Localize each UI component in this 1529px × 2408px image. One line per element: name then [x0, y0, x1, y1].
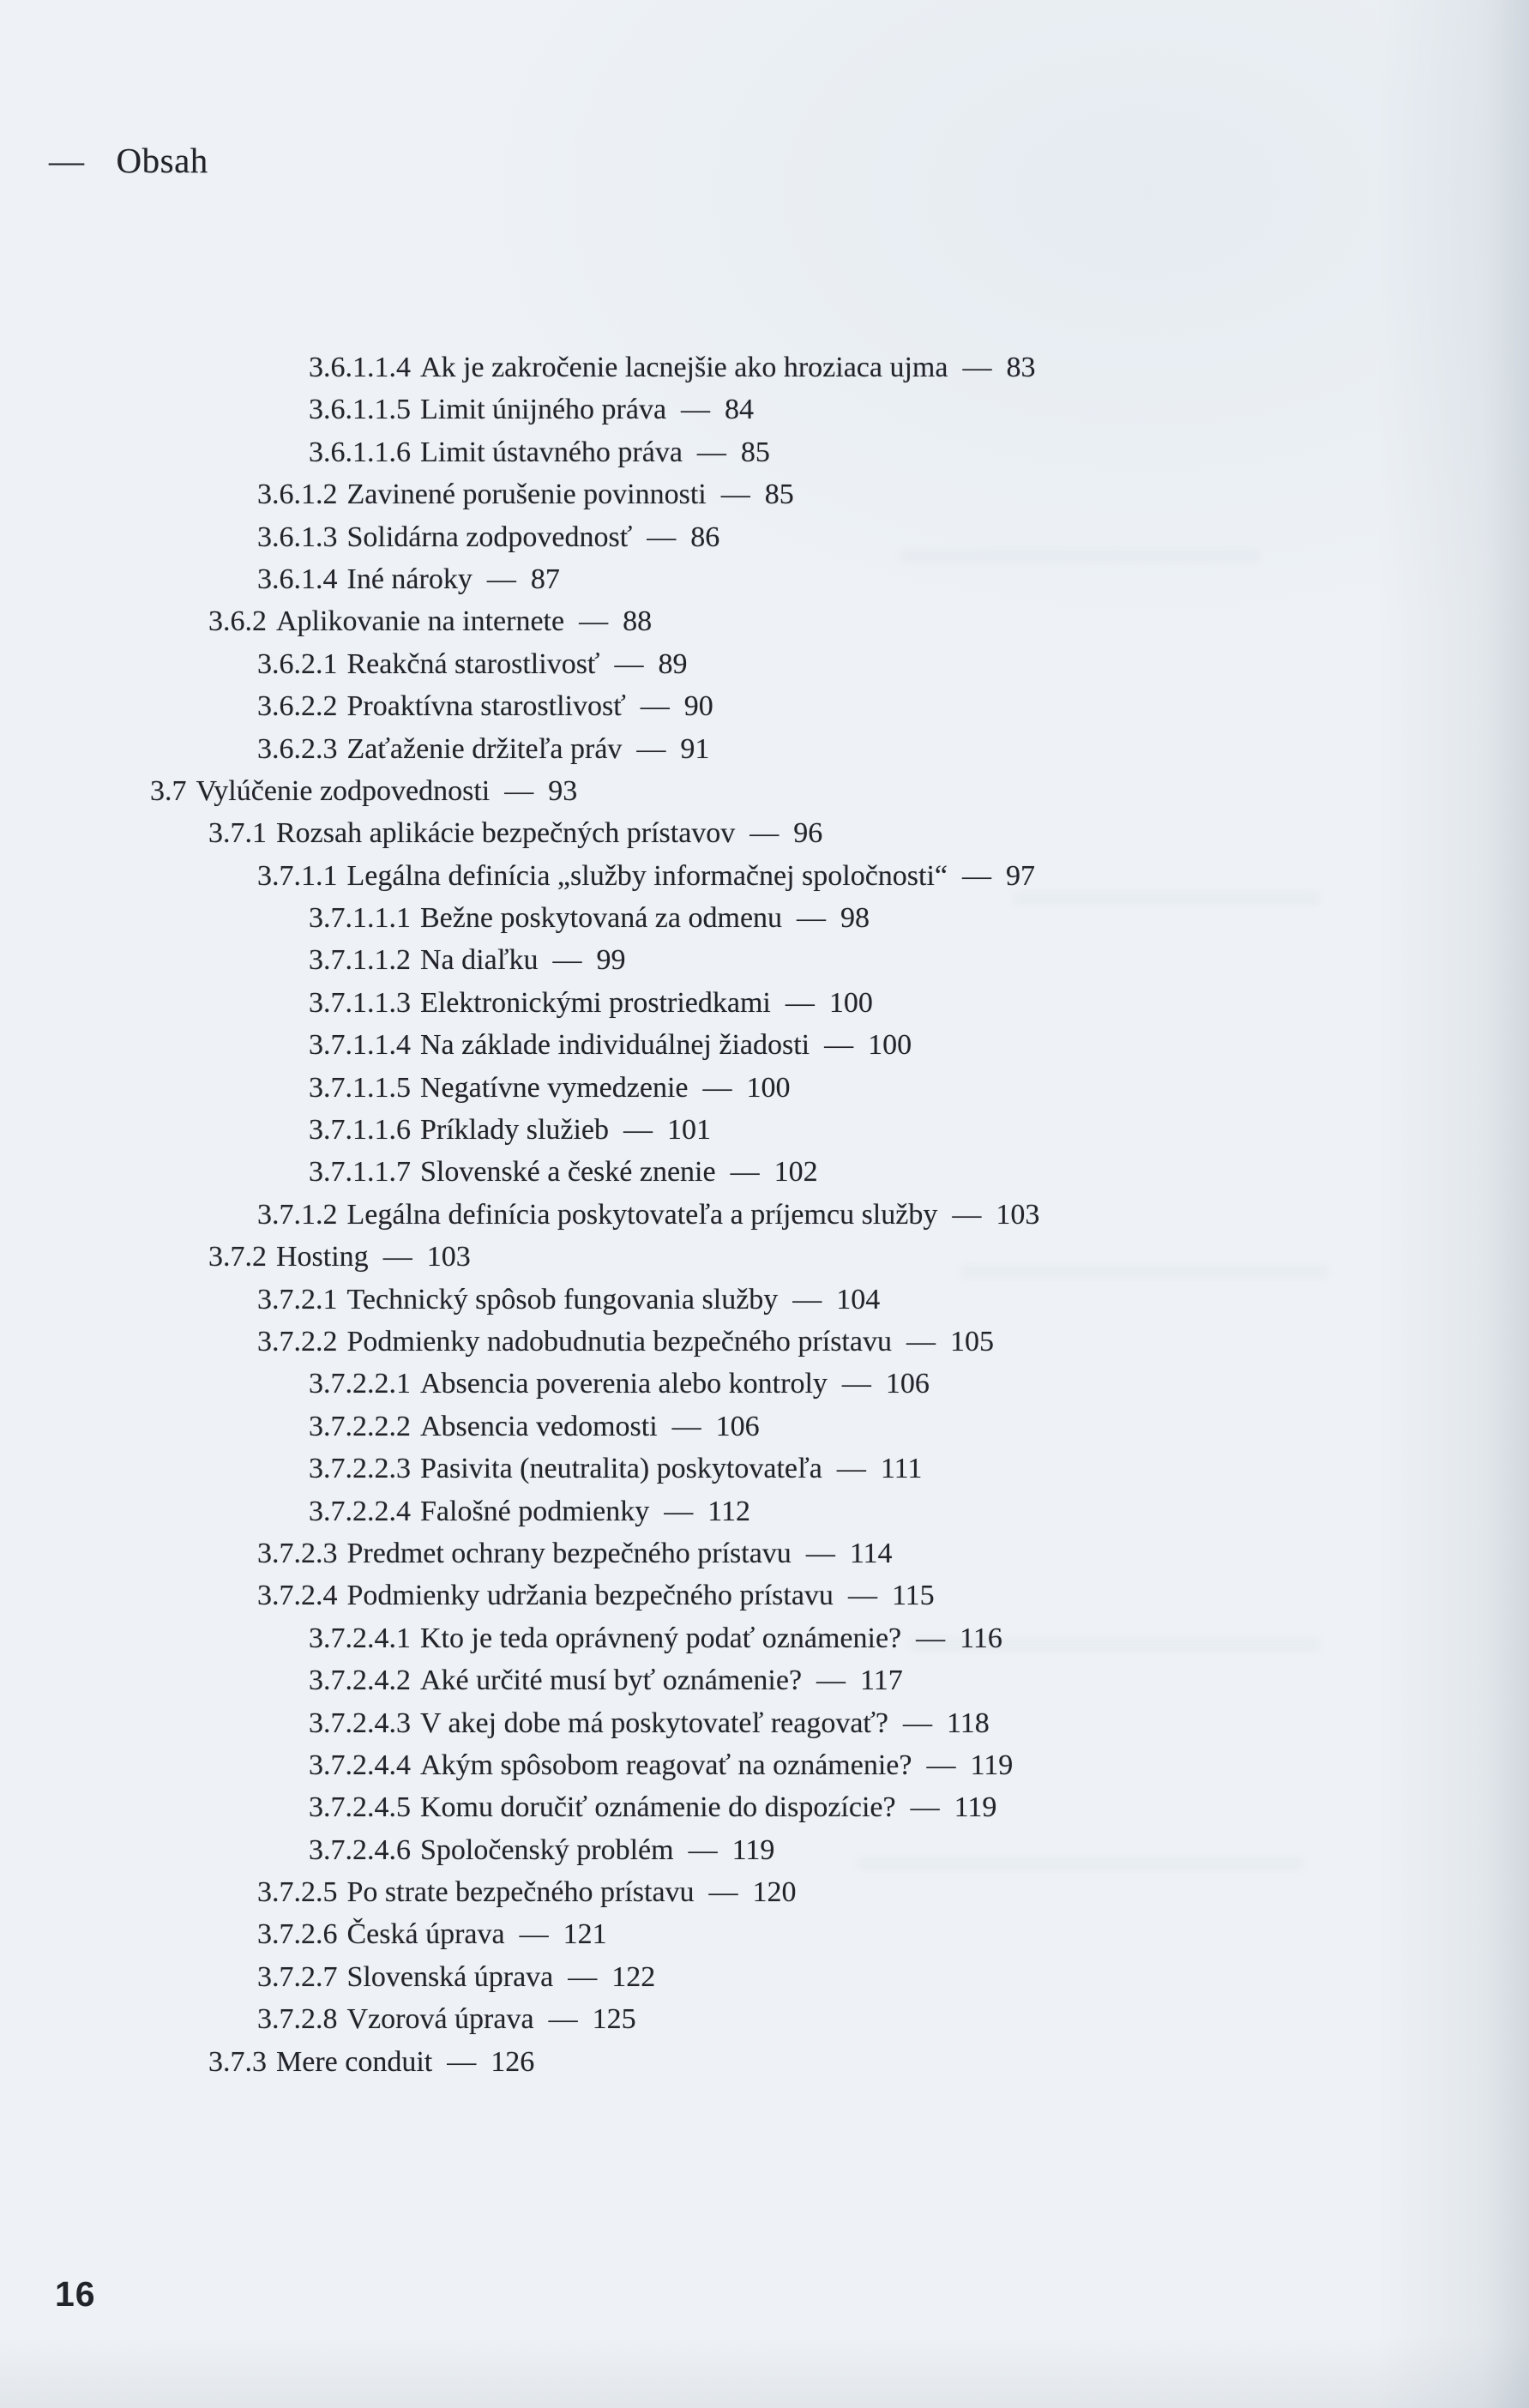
toc-entry-number: 3.7.2.6: [257, 1918, 338, 1951]
toc-entry-title: Príklady služieb: [420, 1114, 610, 1147]
toc-entry-title: Absencia poverenia alebo kontroly: [420, 1368, 828, 1400]
toc-entry-page: 91: [680, 732, 710, 765]
toc-separator: —: [952, 1198, 982, 1231]
toc-entry: [0, 728, 1529, 770]
toc-entry-number: 3.6.1.1.6: [309, 436, 411, 468]
toc-separator: —: [681, 394, 711, 426]
toc-entry: [0, 1363, 1529, 1405]
toc-entry-title: Aplikovanie na internete: [276, 605, 565, 638]
toc-entry: [0, 1236, 1529, 1278]
toc-entry-title: Slovenská úprava: [346, 1960, 554, 1993]
toc-separator: —: [568, 1960, 598, 1993]
toc-entry-title: Elektronickými prostriedkami: [420, 986, 771, 1019]
toc-entry: [0, 2041, 1529, 2083]
folio-page-number: 16: [55, 2274, 96, 2314]
toc-entry: [0, 600, 1529, 642]
toc-entry: [0, 1617, 1529, 1659]
toc-entry-title: Legálna definícia „služby informačnej spoločnosti“: [346, 859, 948, 892]
toc-separator: —: [688, 1833, 718, 1866]
toc-entry-page: 101: [667, 1114, 712, 1147]
toc-entry-title: Aké určité musí byť oznámenie?: [420, 1665, 803, 1697]
toc-entry-page: 100: [746, 1071, 791, 1104]
toc-entry: [0, 558, 1529, 600]
toc-entry-number: 3.7.2.2.4: [309, 1495, 411, 1527]
toc-separator: —: [910, 1791, 940, 1824]
toc-entry: [0, 643, 1529, 685]
toc-separator: —: [382, 1241, 412, 1273]
toc-entry-number: 3.7.2.4.1: [309, 1622, 411, 1654]
toc-separator: —: [841, 1368, 871, 1400]
toc-entry-page: 126: [491, 2045, 535, 2078]
toc-entry: [0, 982, 1529, 1024]
toc-entry: [0, 1998, 1529, 2040]
toc-entry-title: Ak je zakročenie lacnejšie ako hroziaca ujma: [420, 352, 948, 383]
toc-entry-number: 3.7.2: [208, 1241, 267, 1273]
toc-entry: [0, 1744, 1529, 1786]
toc-entry: [0, 1532, 1529, 1574]
toc-separator: —: [906, 1325, 936, 1358]
toc-entry-page: 85: [764, 479, 794, 511]
toc-entry-title: Absencia vedomosti: [420, 1410, 658, 1442]
toc-entry-page: 90: [683, 690, 713, 723]
toc-entry-page: 119: [954, 1791, 997, 1824]
toc-separator: —: [785, 986, 815, 1019]
toc-entry-title: Na základe individuálnej žiadosti: [420, 1029, 810, 1062]
toc-entry: [0, 770, 1529, 812]
toc-separator: —: [708, 1876, 738, 1909]
toc-entry: [0, 1913, 1529, 1955]
toc-entry: [0, 855, 1529, 897]
toc-separator: —: [519, 1918, 549, 1951]
toc-separator: —: [548, 2003, 578, 2036]
toc-separator: —: [636, 732, 666, 765]
toc-entry-title: Po strate bezpečného prístavu: [346, 1876, 695, 1909]
toc-entry-number: 3.7.2.4: [257, 1580, 338, 1612]
toc-entry: [0, 1109, 1529, 1151]
toc-entry-number: 3.7.1.1.5: [309, 1071, 411, 1104]
page-title: Obsah: [116, 141, 208, 180]
toc-entry-number: 3.6.2: [208, 605, 267, 638]
toc-entry-title: Predmet ochrany bezpečného prístavu: [346, 1537, 792, 1569]
toc-entry-title: Rozsah aplikácie bezpečných prístavov: [276, 817, 736, 850]
page-header: [49, 140, 208, 181]
toc-entry-number: 3.7.2.2.1: [309, 1368, 411, 1400]
toc-entry-page: 88: [623, 605, 653, 638]
toc-entry: [0, 1448, 1529, 1490]
toc-separator: —: [579, 605, 609, 638]
toc-entry-page: 99: [596, 944, 626, 977]
toc-entry-title: Česká úprava: [346, 1918, 505, 1951]
toc-entry-page: 105: [949, 1325, 994, 1358]
toc-separator: —: [447, 2045, 477, 2078]
toc-entry-title: Bežne poskytovaná za odmenu: [420, 902, 783, 935]
toc-entry-title: Proaktívna starostlivosť: [346, 690, 626, 723]
toc-entry-title: Podmienky nadobudnutia bezpečného prístavu: [346, 1325, 892, 1358]
toc-entry-number: 3.7.2.1: [257, 1283, 338, 1315]
toc-entry-page: 120: [752, 1876, 797, 1909]
toc-entry: [0, 388, 1529, 430]
toc-list: [0, 346, 1529, 2083]
toc-separator: —: [486, 563, 516, 595]
toc-entry-page: 122: [611, 1960, 656, 1993]
toc-entry-number: 3.6.1.3: [257, 521, 338, 553]
toc-entry-number: 3.6.2.3: [257, 732, 338, 765]
toc-entry: [0, 1194, 1529, 1236]
toc-entry-page: 83: [1006, 352, 1036, 383]
toc-entry-page: 112: [707, 1495, 751, 1527]
toc-entry-page: 84: [725, 394, 755, 426]
toc-entry-page: 104: [836, 1283, 881, 1315]
toc-entry: [0, 1829, 1529, 1871]
toc-entry-page: 117: [860, 1665, 903, 1697]
toc-separator: —: [847, 1580, 877, 1612]
toc-entry-title: Mere conduit: [276, 2045, 433, 2078]
toc-entry: [0, 1279, 1529, 1321]
toc-separator: —: [623, 1114, 653, 1147]
toc-entry: [0, 1871, 1529, 1913]
toc-separator: —: [702, 1071, 732, 1104]
toc-entry-page: 119: [731, 1833, 775, 1866]
toc-entry-page: 121: [563, 1918, 607, 1951]
toc-separator: —: [730, 1156, 760, 1189]
toc-separator: —: [552, 944, 582, 977]
toc-entry-number: 3.6.1.1.5: [309, 394, 411, 426]
toc-entry: [0, 1659, 1529, 1701]
toc-entry: [0, 473, 1529, 515]
toc-entry-number: 3.7.1: [208, 817, 267, 850]
toc-entry-number: 3.7.2.4.2: [309, 1665, 411, 1697]
toc-entry-title: Reakčná starostlivosť: [346, 647, 600, 680]
toc-entry-title: Limit únijného práva: [420, 394, 667, 426]
toc-entry-number: 3.7.2.4.6: [309, 1833, 411, 1866]
toc-entry-number: 3.7.2.3: [257, 1537, 338, 1569]
toc-entry-page: 116: [960, 1622, 1002, 1654]
toc-entry: [0, 939, 1529, 981]
toc-entry-number: 3.6.2.2: [257, 690, 338, 723]
toc-entry: [0, 1956, 1529, 1998]
toc-separator: —: [962, 859, 992, 892]
toc-entry-page: 102: [774, 1156, 818, 1189]
toc-entry-number: 3.7.1.1.6: [309, 1114, 411, 1147]
toc-separator: —: [749, 817, 780, 850]
toc-separator: —: [805, 1537, 835, 1569]
toc-entry-number: 3.7: [150, 774, 187, 807]
toc-entry-number: 3.7.1.1.4: [309, 1029, 411, 1062]
toc-entry-title: Legálna definícia poskytovateľa a príjemcu služby: [346, 1198, 938, 1231]
toc-entry: [0, 1574, 1529, 1616]
toc-entry-title: Limit ústavného práva: [420, 436, 683, 468]
toc-entry: [0, 812, 1529, 854]
toc-entry-page: 100: [828, 986, 873, 1019]
toc-entry-title: Kto je teda oprávnený podať oznámenie?: [420, 1622, 902, 1654]
toc-entry-title: Solidárna zodpovednosť: [346, 521, 633, 553]
toc-entry-number: 3.6.1.2: [257, 479, 338, 511]
toc-entry-page: 103: [996, 1198, 1040, 1231]
toc-entry-page: 111: [880, 1453, 923, 1485]
toc-separator: —: [640, 690, 670, 723]
toc-entry-page: 89: [658, 647, 688, 680]
toc-entry-title: Akým spôsobom reagovať na oznámenie?: [420, 1749, 912, 1781]
toc-entry-page: 100: [868, 1029, 912, 1062]
toc-entry-page: 98: [840, 902, 870, 935]
toc-entry-number: 3.7.2.4.4: [309, 1749, 411, 1781]
toc-separator: —: [504, 774, 534, 807]
toc-entry: [0, 897, 1529, 939]
toc-entry-number: 3.7.1.1.7: [309, 1156, 411, 1189]
toc-entry-page: 114: [849, 1537, 893, 1569]
toc-entry-page: 93: [548, 774, 578, 807]
toc-entry-number: 3.7.1.1.3: [309, 986, 411, 1019]
header-dash: —: [49, 141, 85, 180]
toc-entry-title: Pasivita (neutralita) poskytovateľa: [420, 1453, 822, 1485]
toc-entry-page: 119: [970, 1749, 1014, 1781]
toc-entry: [0, 1067, 1529, 1109]
toc-entry-title: Vzorová úprava: [346, 2003, 534, 2036]
toc-entry-title: Iné nároky: [346, 563, 473, 595]
toc-entry-title: Zavinené porušenie povinnosti: [346, 479, 707, 511]
toc-entry-title: Negatívne vymedzenie: [420, 1071, 689, 1104]
toc-entry-number: 3.7.2.8: [257, 2003, 338, 2036]
toc-entry-number: 3.7.1.1: [257, 859, 338, 892]
toc-entry: [0, 431, 1529, 473]
toc-entry-title: Slovenské a české znenie: [420, 1156, 716, 1189]
toc-entry-page: 86: [690, 521, 720, 553]
toc-entry-title: Spoločenský problém: [420, 1833, 674, 1866]
toc-entry-page: 103: [426, 1241, 471, 1273]
toc-separator: —: [824, 1029, 854, 1062]
toc-entry: [0, 516, 1529, 558]
toc-separator: —: [647, 521, 677, 553]
toc-separator: —: [962, 352, 992, 383]
toc-separator: —: [916, 1622, 946, 1654]
toc-entry-page: 118: [947, 1707, 990, 1739]
toc-entry: [0, 1490, 1529, 1532]
toc-entry-number: 3.7.2.4.5: [309, 1791, 411, 1824]
toc-entry-number: 3.7.2.4.3: [309, 1707, 411, 1739]
toc-entry-page: 87: [530, 563, 560, 595]
toc-entry-page: 96: [793, 817, 823, 850]
toc-separator: —: [926, 1749, 956, 1781]
toc-entry: [0, 1702, 1529, 1744]
toc-entry-number: 3.6.1.1.4: [309, 352, 411, 383]
toc-entry: [0, 346, 1529, 388]
toc-separator: —: [696, 436, 726, 468]
toc-separator: —: [836, 1453, 866, 1485]
toc-separator: —: [614, 647, 644, 680]
toc-entry-number: 3.7.3: [208, 2045, 267, 2078]
toc-entry: [0, 1024, 1529, 1066]
toc-entry: [0, 1786, 1529, 1828]
toc-entry-title: Hosting: [276, 1241, 369, 1273]
toc-entry-title: Vylúčenie zodpovednosti: [196, 774, 491, 807]
toc-separator: —: [792, 1283, 822, 1315]
toc-entry-page: 106: [715, 1410, 760, 1442]
toc-separator: —: [664, 1495, 694, 1527]
toc-entry-number: 3.7.2.5: [257, 1876, 338, 1909]
toc-entry-title: Falošné podmienky: [420, 1495, 650, 1527]
toc-separator: —: [720, 479, 750, 511]
toc-separator: —: [671, 1410, 701, 1442]
toc-entry-number: 3.7.2.2.3: [309, 1453, 411, 1485]
toc-entry-title: Komu doručiť oznámenie do dispozície?: [420, 1791, 896, 1824]
toc-entry-title: Podmienky udržania bezpečného prístavu: [346, 1580, 834, 1612]
toc-entry-title: V akej dobe má poskytovateľ reagovať?: [420, 1707, 889, 1739]
toc-entry-title: Zaťaženie držiteľa práv: [346, 732, 623, 765]
toc-entry: [0, 1321, 1529, 1363]
toc-entry-number: 3.6.1.4: [257, 563, 338, 595]
toc-entry-number: 3.7.1.1.1: [309, 902, 411, 935]
toc-entry-page: 97: [1006, 859, 1036, 892]
toc-entry-page: 125: [592, 2003, 636, 2036]
toc-separator: —: [816, 1665, 846, 1697]
toc-entry-number: 3.6.2.1: [257, 647, 338, 680]
toc-entry-number: 3.7.2.2.2: [309, 1410, 411, 1442]
toc-entry-number: 3.7.2.7: [257, 1960, 338, 1993]
toc-entry-number: 3.7.1.2: [257, 1198, 338, 1231]
toc-entry-title: Na diaľku: [420, 944, 539, 977]
toc-entry-page: 106: [885, 1368, 930, 1400]
toc-entry-page: 115: [891, 1580, 935, 1612]
toc-entry-page: 85: [740, 436, 770, 468]
toc-separator: —: [903, 1707, 933, 1739]
toc-entry-title: Technický spôsob fungovania služby: [346, 1283, 779, 1315]
toc-separator: —: [797, 902, 827, 935]
toc-entry-number: 3.7.1.1.2: [309, 944, 411, 977]
toc-entry: [0, 1406, 1529, 1448]
toc-entry-number: 3.7.2.2: [257, 1325, 338, 1358]
toc-entry: [0, 1151, 1529, 1193]
toc-entry: [0, 685, 1529, 727]
